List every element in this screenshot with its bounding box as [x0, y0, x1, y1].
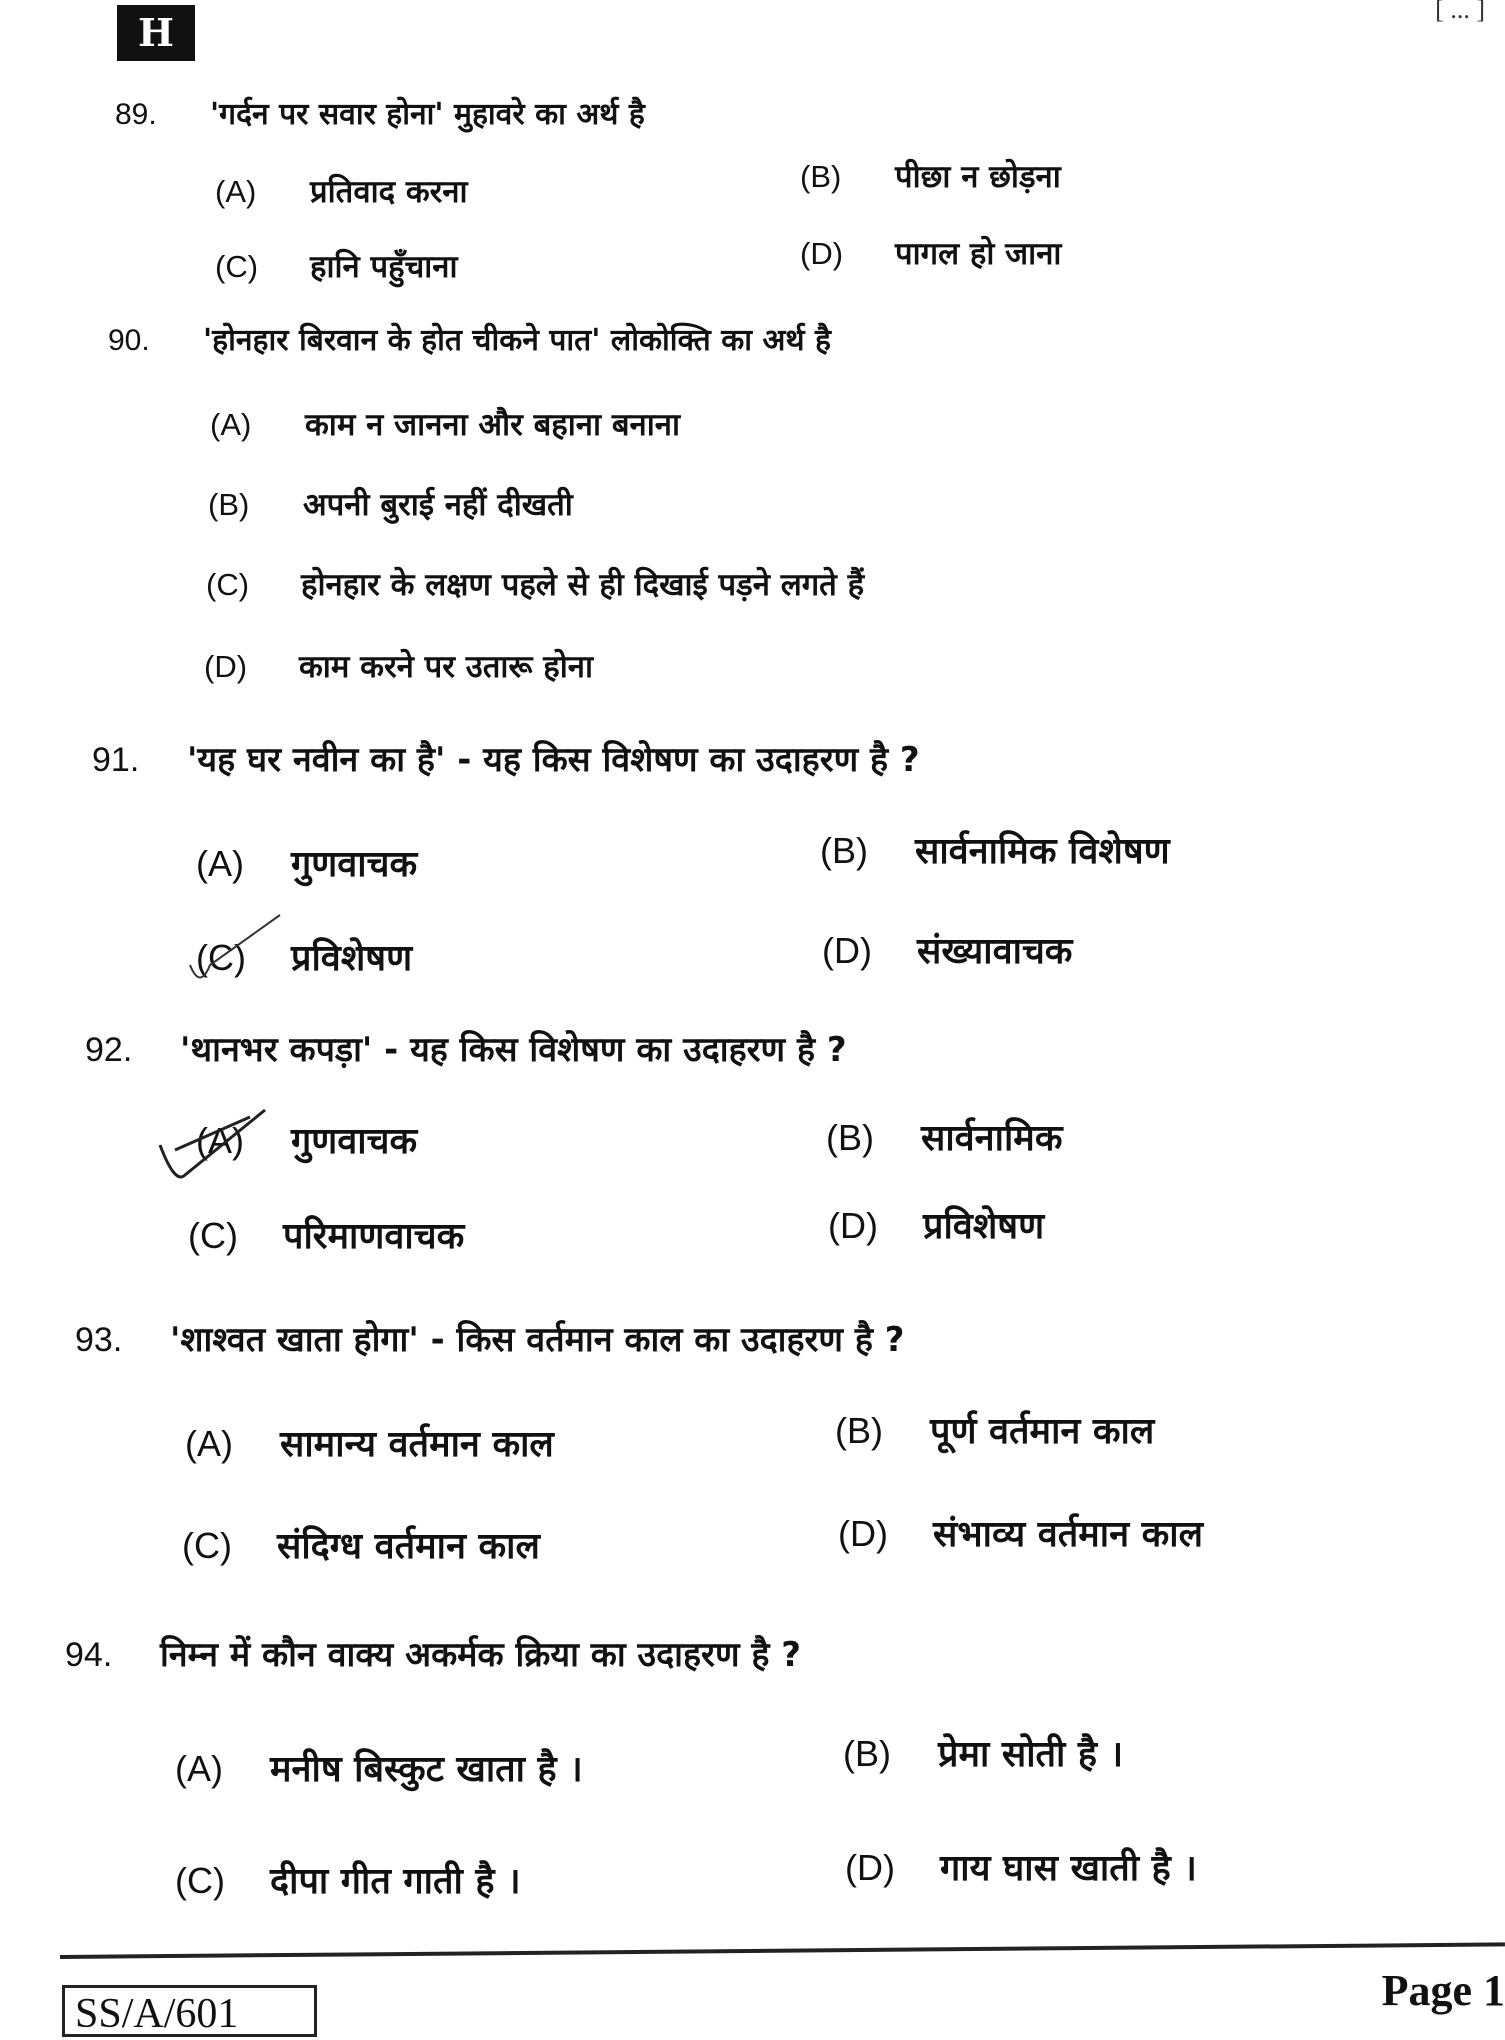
- option-text: प्रेमा सोती है ।: [938, 1734, 1124, 1775]
- question-text: 'होनहार बिरवान के होत चीकने पात' लोकोक्ति का अर्थ है: [203, 323, 831, 358]
- option-90-a: [210, 403, 680, 445]
- option-text: सार्वनामिक विशेषण: [915, 831, 1170, 872]
- tick-mark-icon: [180, 905, 310, 985]
- option-92-c: [188, 1210, 464, 1259]
- option-93-a: [185, 1418, 554, 1467]
- option-text: पूर्ण वर्तमान काल: [930, 1411, 1155, 1452]
- option-label: (B): [820, 830, 868, 871]
- option-90-d: [204, 645, 593, 687]
- option-text: होनहार के लक्षण पहले से ही दिखाई पड़ने लगते हैं: [301, 567, 865, 603]
- option-label: (A): [210, 407, 252, 442]
- question-text: 'यह घर नवीन का है' - यह किस विशेषण का उदाहरण है ?: [187, 740, 920, 780]
- option-text: काम न जानना और बहाना बनाना: [305, 407, 680, 443]
- footer-divider: [60, 1942, 1505, 1959]
- option-label: (D): [845, 1847, 895, 1888]
- option-92-b: [826, 1112, 1062, 1161]
- option-text: गुणवाचक: [291, 844, 418, 885]
- option-90-b: [208, 483, 573, 525]
- option-text: सामान्य वर्तमान काल: [280, 1424, 554, 1465]
- option-label: (B): [800, 159, 842, 194]
- question-92: [85, 1025, 847, 1071]
- paper-code: SS/A/601: [62, 1985, 317, 2037]
- option-text: परिमाणवाचक: [283, 1216, 465, 1257]
- option-label: (B): [835, 1410, 883, 1451]
- option-89-b: [800, 155, 1061, 197]
- question-number: 89.: [115, 98, 157, 131]
- option-label: (A): [215, 174, 257, 209]
- question-text: 'थानभर कपड़ा' - यह किस विशेषण का उदाहरण है ?: [180, 1030, 847, 1070]
- option-text: दीपा गीत गाती है ।: [270, 1861, 521, 1902]
- option-label: (D): [828, 1205, 878, 1246]
- option-label: (A): [196, 1120, 244, 1161]
- option-label: (C): [182, 1525, 232, 1566]
- option-label: (A): [196, 843, 244, 884]
- option-92-d: [828, 1200, 1044, 1249]
- option-label: (B): [843, 1733, 891, 1774]
- option-label: (D): [800, 236, 844, 271]
- option-89-a: [215, 170, 468, 212]
- option-label: (D): [204, 649, 248, 684]
- option-text: पीछा न छोड़ना: [895, 159, 1061, 195]
- option-label: (D): [838, 1513, 888, 1554]
- option-94-a: [175, 1743, 583, 1792]
- question-number: 92.: [85, 1031, 133, 1069]
- question-number: 91.: [92, 741, 140, 779]
- option-label: (C): [206, 567, 250, 602]
- option-93-b: [835, 1405, 1154, 1454]
- page-corner-fragment: [ ... ]: [1435, 0, 1485, 24]
- tick-mark-icon: [155, 1105, 285, 1185]
- option-91-d: [822, 925, 1072, 974]
- option-label: (B): [208, 487, 250, 522]
- option-text: गुणवाचक: [291, 1121, 418, 1162]
- option-89-c: [215, 245, 458, 287]
- question-text: 'शाश्वत खाता होगा' - किस वर्तमान काल का उदाहरण है ?: [170, 1320, 905, 1360]
- option-text: प्रविशेषण: [291, 938, 413, 979]
- option-91-a: [196, 838, 417, 887]
- option-text: संदिग्ध वर्तमान काल: [277, 1526, 540, 1567]
- option-label: (D): [822, 930, 872, 971]
- option-label: (B): [826, 1117, 874, 1158]
- question-90: [108, 318, 831, 359]
- section-badge: H: [117, 5, 195, 61]
- option-text: अपनी बुराई नहीं दीखती: [303, 487, 573, 523]
- option-93-c: [182, 1520, 540, 1569]
- option-label: (C): [188, 1215, 238, 1256]
- question-number: 90.: [108, 324, 150, 357]
- option-text: पागल हो जाना: [895, 236, 1062, 272]
- option-text: गाय घास खाती है ।: [940, 1848, 1197, 1889]
- option-91-b: [820, 825, 1170, 874]
- option-text: प्रविशेषण: [923, 1206, 1045, 1247]
- option-89-d: [800, 232, 1061, 274]
- question-text: 'गर्दन पर सवार होना' मुहावरे का अर्थ है: [210, 97, 645, 132]
- option-text: काम करने पर उतारू होना: [299, 649, 594, 685]
- option-text: सार्वनामिक: [921, 1118, 1063, 1159]
- page-number: Page 1: [1381, 1966, 1505, 2015]
- option-94-c: [175, 1855, 521, 1904]
- option-text: मनीष बिस्कुट खाता है ।: [270, 1749, 583, 1790]
- option-94-b: [843, 1728, 1123, 1777]
- question-text: निम्न में कौन वाक्य अकर्मक क्रिया का उदाहरण है ?: [160, 1635, 801, 1675]
- option-label: (C): [196, 937, 246, 978]
- question-93: [75, 1315, 904, 1361]
- option-label: (C): [215, 249, 259, 284]
- option-text: प्रतिवाद करना: [310, 174, 468, 210]
- question-number: 93.: [75, 1321, 123, 1359]
- option-text: संभाव्य वर्तमान काल: [933, 1514, 1203, 1555]
- question-91: [92, 735, 920, 781]
- option-label: (A): [185, 1423, 233, 1464]
- option-93-d: [838, 1508, 1203, 1557]
- question-89: [115, 92, 645, 133]
- option-90-c: [206, 563, 864, 605]
- question-number: 94.: [65, 1636, 113, 1674]
- option-text: हानि पहुँचाना: [310, 249, 458, 285]
- question-94: [65, 1630, 801, 1676]
- option-text: संख्यावाचक: [917, 931, 1073, 972]
- option-label: (A): [175, 1748, 223, 1789]
- option-94-d: [845, 1842, 1197, 1891]
- option-label: (C): [175, 1860, 225, 1901]
